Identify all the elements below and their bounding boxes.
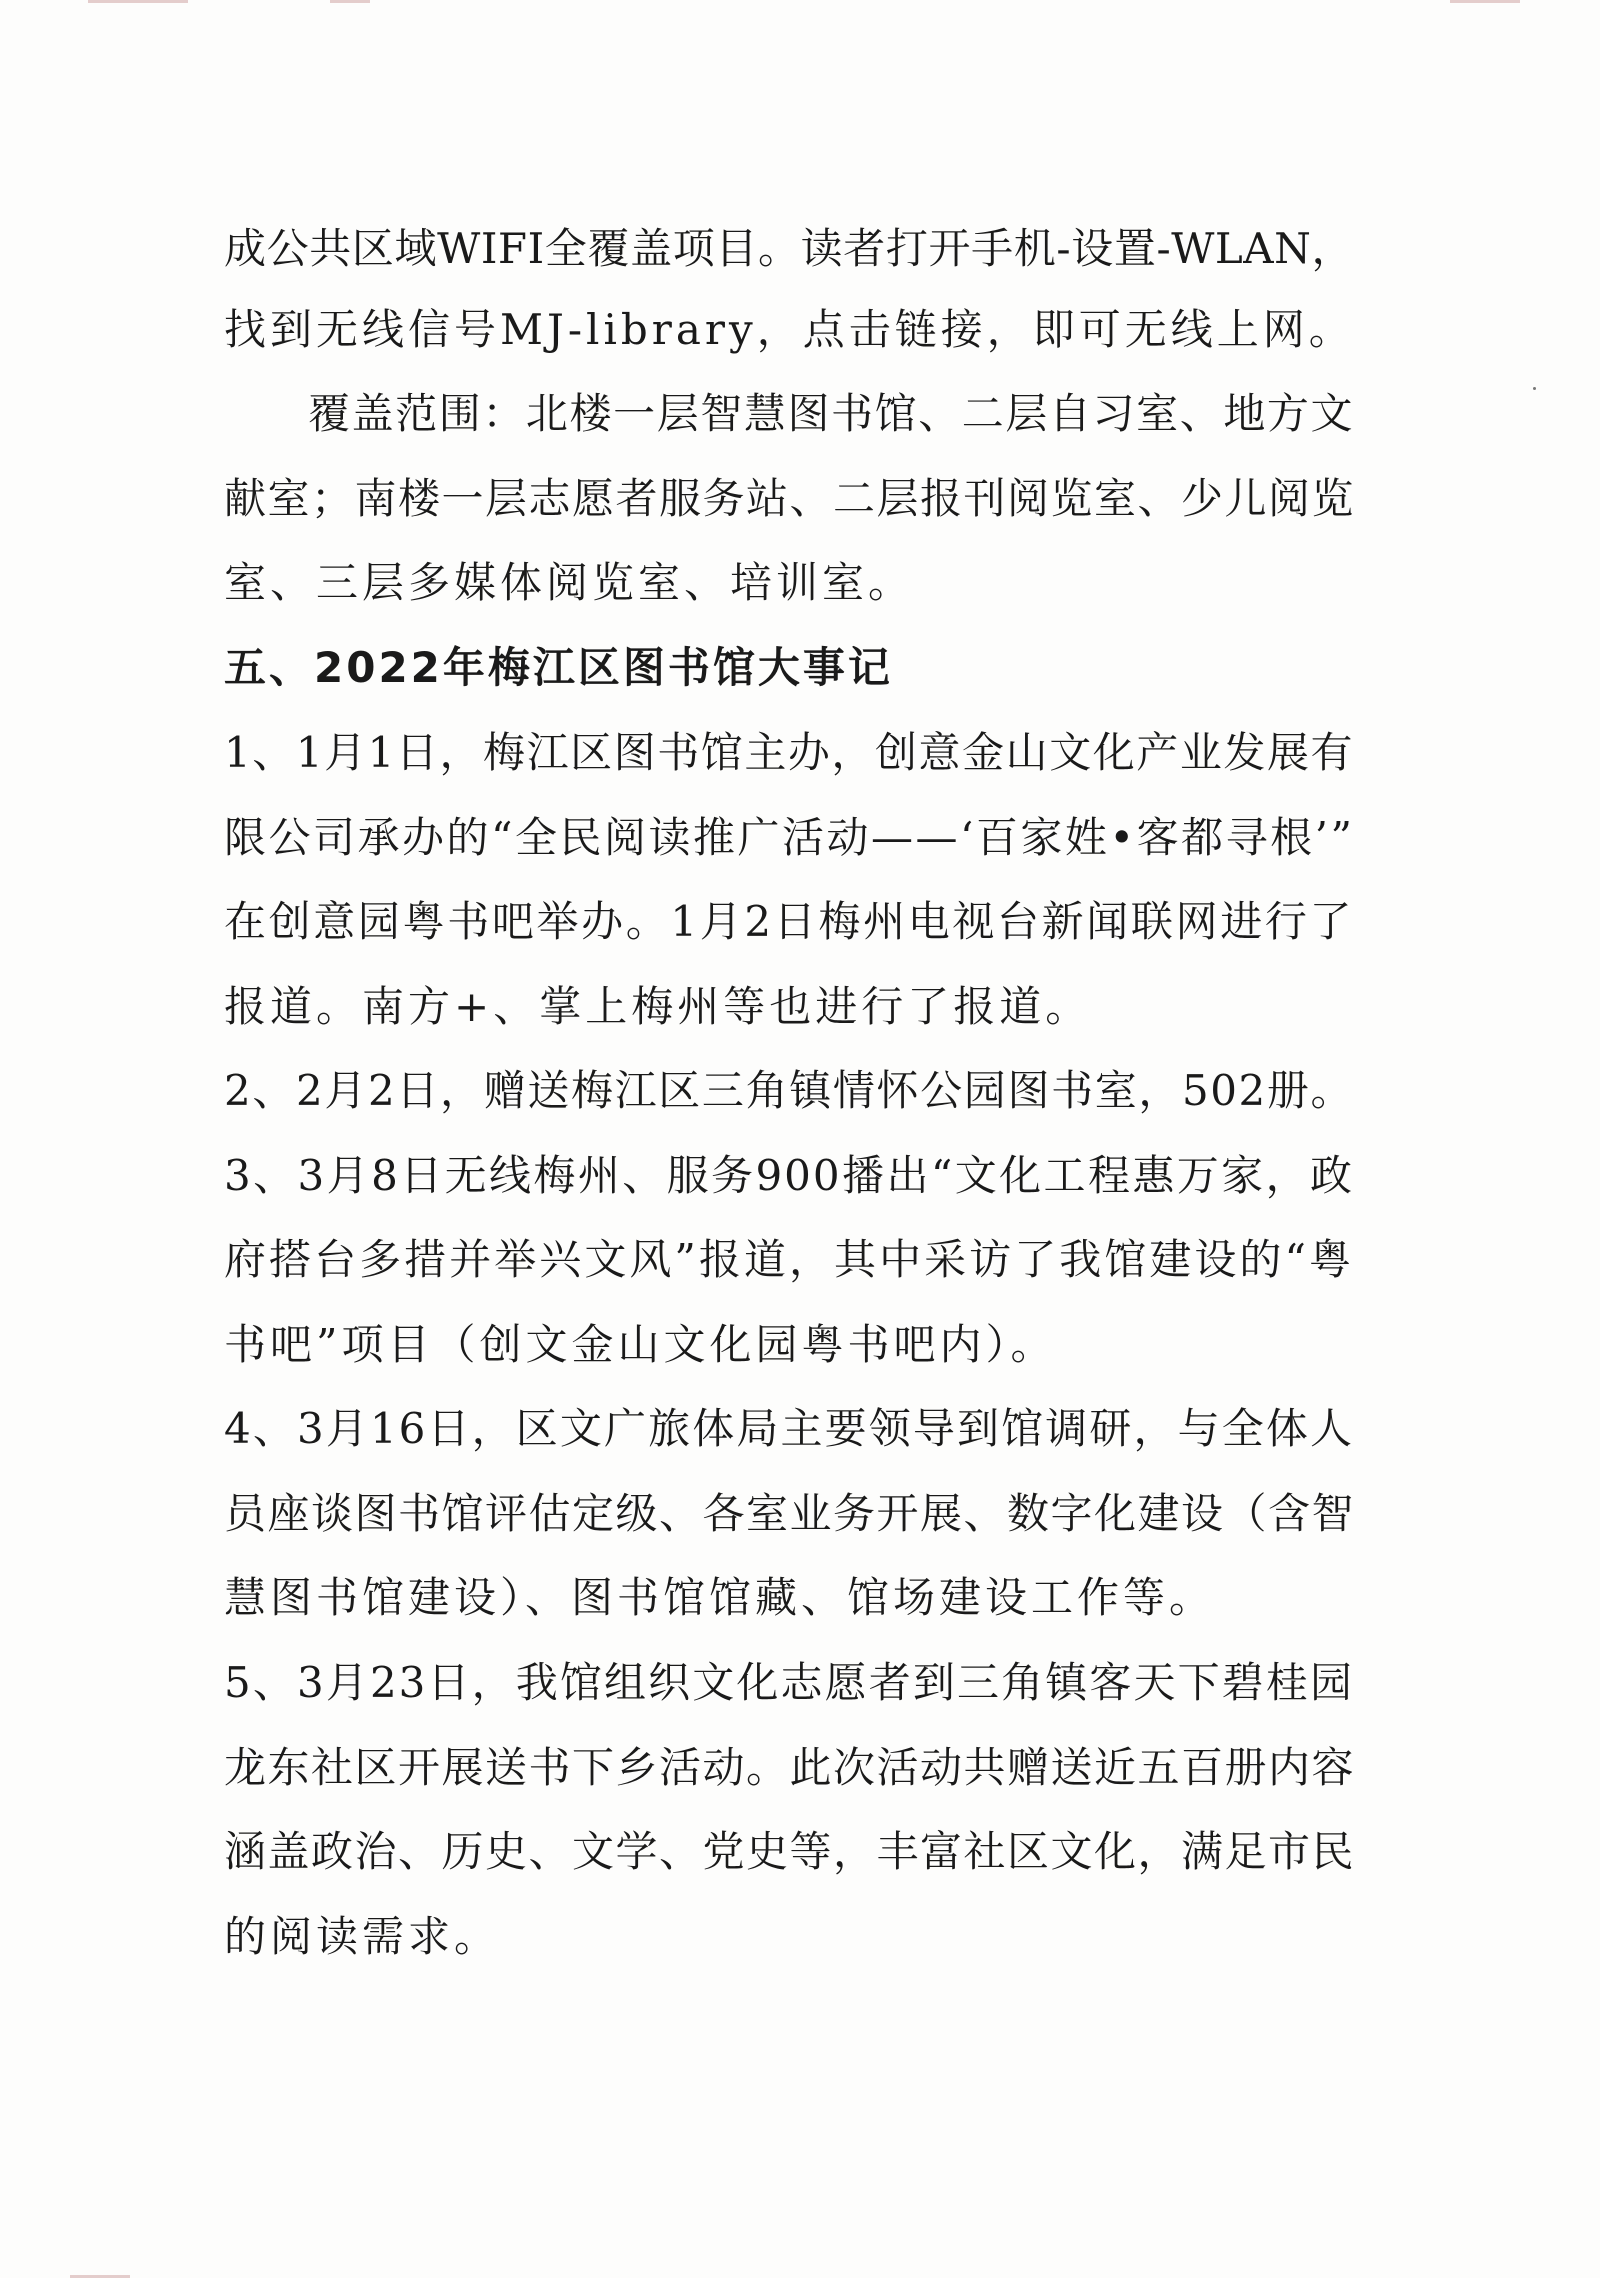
text-line-10: 报道。南方+、掌上梅州等也进行了报道。 — [224, 982, 1092, 1031]
text-line-8: 限公司承办的“全民阅读推广活动——‘百家姓•客都寻根’” — [224, 813, 1355, 862]
section-heading: 五、2022年梅江区图书馆大事记 — [224, 643, 893, 692]
text-line-15: 4、3月16日，区文广旅体局主要领导到馆调研，与全体人 — [224, 1404, 1354, 1453]
text-line-4: 献室；南楼一层志愿者服务站、二层报刊阅览室、少儿阅览 — [224, 474, 1356, 523]
scan-speck — [1533, 387, 1536, 390]
text-line-1: 成公共区域WIFI全覆盖项目。读者打开手机-设置-WLAN， — [224, 224, 1354, 273]
text-line-3: 覆盖范围：北楼一层智慧图书馆、二层自习室、地方文 — [308, 389, 1354, 438]
scan-edge-mark — [330, 0, 370, 3]
text-line-2: 找到无线信号MJ-library，点击链接，即可无线上网。 — [224, 305, 1355, 354]
text-line-17: 慧图书馆建设）、图书馆馆藏、馆场建设工作等。 — [224, 1573, 1216, 1622]
text-line-19: 龙东社区开展送书下乡活动。此次活动共赠送近五百册内容 — [224, 1743, 1356, 1792]
text-line-11: 2、2月2日，赠送梅江区三角镇情怀公园图书室，502册。 — [224, 1066, 1354, 1115]
text-line-14: 书吧”项目（创文金山文化园粤书吧内）。 — [224, 1320, 1057, 1369]
text-line-13: 府搭台多措并举兴文风”报道，其中采访了我馆建设的“粤 — [224, 1235, 1354, 1284]
text-line-7: 1、1月1日，梅江区图书馆主办，创意金山文化产业发展有 — [224, 728, 1354, 777]
text-line-9: 在创意园粤书吧举办。1月2日梅州电视台新闻联网进行了 — [224, 897, 1354, 946]
text-line-20: 涵盖政治、历史、文学、党史等，丰富社区文化，满足市民 — [224, 1827, 1356, 1876]
text-line-18: 5、3月23日，我馆组织文化志愿者到三角镇客天下碧桂园 — [224, 1658, 1354, 1707]
text-line-5: 室、三层多媒体阅览室、培训室。 — [224, 558, 915, 607]
scan-edge-mark — [88, 0, 188, 3]
scan-edge-mark — [1450, 0, 1520, 3]
text-line-12: 3、3月8日无线梅州、服务900播出“文化工程惠万家，政 — [224, 1151, 1354, 1200]
text-line-16: 员座谈图书馆评估定级、各室业务开展、数字化建设（含智 — [224, 1489, 1356, 1538]
text-line-21: 的阅读需求。 — [224, 1912, 501, 1961]
